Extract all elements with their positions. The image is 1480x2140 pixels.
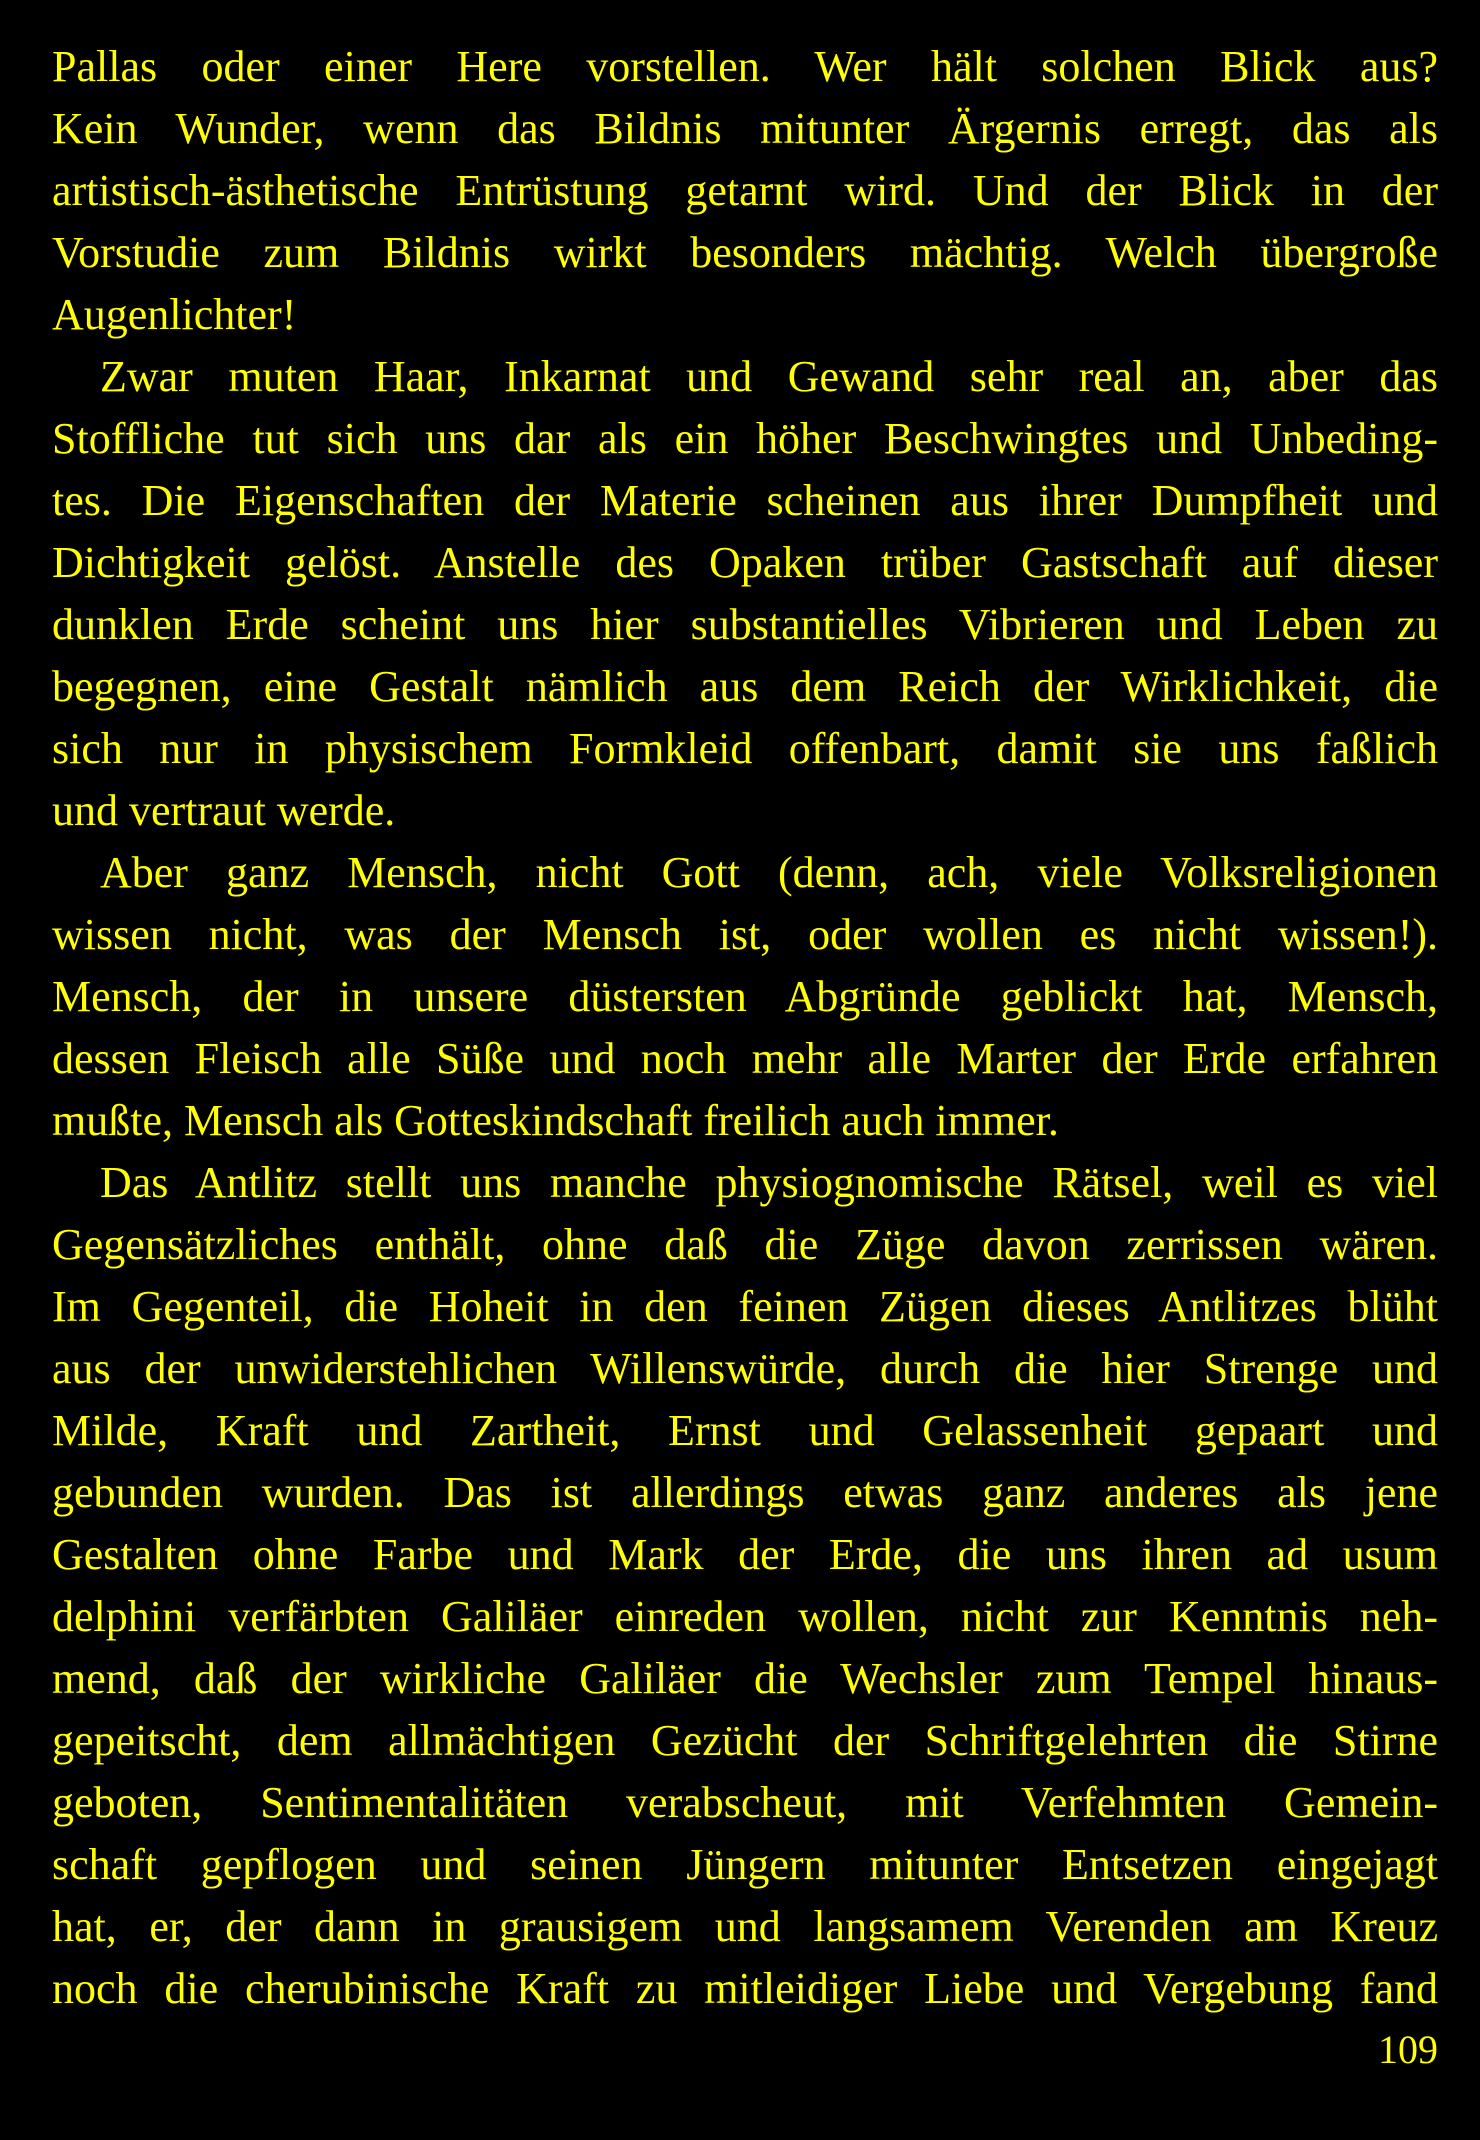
paragraph-1 bbox=[52, 36, 1438, 346]
text-line: Dichtigkeit gelöst. Anstelle des Opaken trüber Gastschaft auf dieser bbox=[52, 538, 1438, 587]
paragraph-3 bbox=[52, 842, 1438, 1152]
text-line: Vorstudie zum Bildnis wirkt besonders mächtig. Welch übergroße bbox=[52, 228, 1438, 277]
text-line: Milde, Kraft und Zartheit, Ernst und Gelassenheit gepaart und bbox=[52, 1406, 1438, 1455]
text-line: delphini verfärbten Galiläer einreden wollen, nicht zur Kenntnis neh- bbox=[52, 1592, 1438, 1641]
text-line: schaft gepflogen und seinen Jüngern mitunter Entsetzen eingejagt bbox=[52, 1840, 1438, 1889]
text-line: Kein Wunder, wenn das Bildnis mitunter Ärgernis erregt, das als bbox=[52, 104, 1438, 153]
text-line: gebunden wurden. Das ist allerdings etwas ganz anderes als jene bbox=[52, 1468, 1438, 1517]
text-line: wissen nicht, was der Mensch ist, oder wollen es nicht wissen!). bbox=[52, 910, 1438, 959]
text-line: Augenlichter! bbox=[52, 290, 297, 339]
text-line: Pallas oder einer Here vorstellen. Wer hält solchen Blick aus? bbox=[52, 42, 1438, 91]
text-line: artistisch-ästhetische Entrüstung getarnt wird. Und der Blick in der bbox=[52, 166, 1438, 215]
text-line: Zwar muten Haar, Inkarnat und Gewand sehr real an, aber das bbox=[100, 352, 1438, 401]
text-line: sich nur in physischem Formkleid offenbart, damit sie uns faßlich bbox=[52, 724, 1438, 773]
text-line: mend, daß der wirkliche Galiläer die Wechsler zum Tempel hinaus- bbox=[52, 1654, 1438, 1703]
book-page bbox=[52, 36, 1438, 2096]
page-number: 109 bbox=[1378, 2027, 1438, 2072]
text-line: geboten, Sentimentalitäten verabscheut, mit Verfehmten Gemein- bbox=[52, 1778, 1438, 1827]
text-line: Aber ganz Mensch, nicht Gott (denn, ach, viele Volksreligionen bbox=[100, 848, 1438, 897]
text-line: Das Antlitz stellt uns manche physiognomische Rätsel, weil es viel bbox=[100, 1158, 1438, 1207]
text-line: Gestalten ohne Farbe und Mark der Erde, die uns ihren ad usum bbox=[52, 1530, 1438, 1579]
text-line: gepeitscht, dem allmächtigen Gezücht der Schriftgelehrten die Stirne bbox=[52, 1716, 1438, 1765]
text-line: und vertraut werde. bbox=[52, 786, 396, 835]
text-line: hat, er, der dann in grausigem und langsamem Verenden am Kreuz bbox=[52, 1902, 1438, 1951]
text-line: Gegensätzliches enthält, ohne daß die Züge davon zerrissen wären. bbox=[52, 1220, 1438, 1269]
text-line: Im Gegenteil, die Hoheit in den feinen Zügen dieses Antlitzes blüht bbox=[52, 1282, 1438, 1331]
text-line: dunklen Erde scheint uns hier substantielles Vibrieren und Leben zu bbox=[52, 600, 1438, 649]
text-line: tes. Die Eigenschaften der Materie scheinen aus ihrer Dumpfheit und bbox=[52, 476, 1438, 525]
paragraph-2 bbox=[52, 346, 1438, 842]
text-line: noch die cherubinische Kraft zu mitleidiger Liebe und Vergebung fand bbox=[52, 1964, 1438, 2013]
text-line: Mensch, der in unsere düstersten Abgründe geblickt hat, Mensch, bbox=[52, 972, 1438, 1021]
text-line: begegnen, eine Gestalt nämlich aus dem Reich der Wirklichkeit, die bbox=[52, 662, 1438, 711]
text-line: Stoffliche tut sich uns dar als ein höher Beschwingtes und Unbeding- bbox=[52, 414, 1438, 463]
paragraph-4 bbox=[52, 1152, 1438, 2020]
text-line: mußte, Mensch als Gotteskindschaft freilich auch immer. bbox=[52, 1096, 1059, 1145]
text-line: aus der unwiderstehlichen Willenswürde, durch die hier Strenge und bbox=[52, 1344, 1438, 1393]
text-line: dessen Fleisch alle Süße und noch mehr alle Marter der Erde erfahren bbox=[52, 1034, 1438, 1083]
